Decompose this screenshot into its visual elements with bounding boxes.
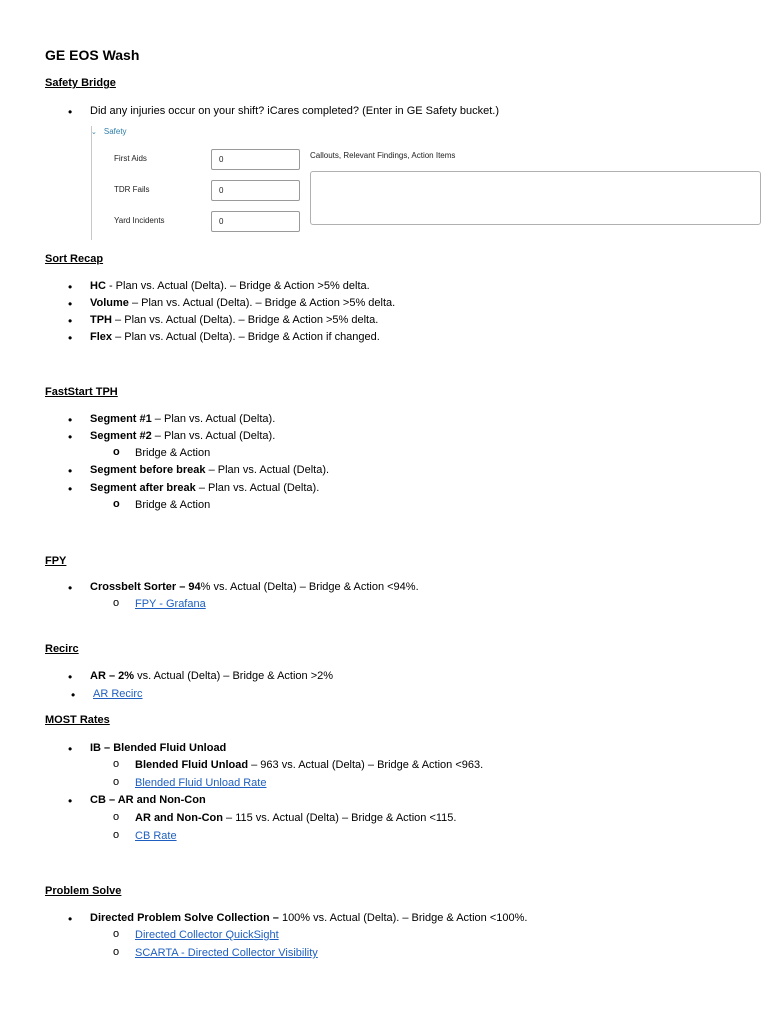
item-bold: HC bbox=[90, 280, 106, 292]
scarta-directed-collector-link[interactable]: SCARTA - Directed Collector Visibility bbox=[135, 947, 318, 959]
item-bold: Crossbelt Sorter – 94 bbox=[90, 581, 201, 593]
sub-list-item bbox=[135, 947, 318, 959]
chevron-down-icon: ⌄ bbox=[91, 129, 97, 136]
section-heading-faststart-tph: FastStart TPH bbox=[45, 386, 118, 398]
item-text: – Plan vs. Actual (Delta). bbox=[151, 413, 276, 425]
item-text: - Plan vs. Actual (Delta). – Bridge & Action >5% delta. bbox=[105, 280, 370, 292]
safety-question-item bbox=[90, 105, 499, 117]
first-aids-label: First Aids bbox=[114, 154, 147, 163]
item-bold: AR and Non-Con bbox=[135, 812, 223, 824]
list-item bbox=[90, 314, 378, 326]
list-item bbox=[90, 413, 275, 425]
safety-panel-toggle[interactable] bbox=[91, 127, 127, 136]
item-bold: Volume bbox=[90, 297, 129, 309]
tdr-fails-label: TDR Fails bbox=[114, 185, 150, 194]
list-item bbox=[90, 794, 206, 806]
first-aids-input[interactable]: 0 bbox=[211, 149, 300, 170]
section-heading-most-rates: MOST Rates bbox=[45, 714, 110, 726]
item-bold: Flex bbox=[90, 331, 113, 343]
item-bold: Blended Fluid Unload bbox=[135, 759, 249, 771]
item-bold: Segment #1 bbox=[90, 413, 152, 425]
item-text: 100% vs. Actual (Delta). – Bridge & Action <100%. bbox=[278, 912, 528, 924]
list-item bbox=[90, 742, 226, 754]
item-text: % vs. Actual (Delta) – Bridge & Action <94%. bbox=[200, 581, 419, 593]
item-bold: Segment after break bbox=[90, 482, 196, 494]
section-heading-sort-recap: Sort Recap bbox=[45, 253, 104, 265]
section-heading-fpy: FPY bbox=[45, 555, 67, 567]
list-item bbox=[90, 581, 419, 593]
item-text: – Plan vs. Actual (Delta). – Bridge & Action >5% delta. bbox=[112, 314, 379, 326]
item-text: – 963 vs. Actual (Delta) – Bridge & Action <963. bbox=[248, 759, 484, 771]
sub-list-item: o Bridge & Action bbox=[135, 499, 210, 511]
tdr-fails-input[interactable]: 0 bbox=[211, 180, 300, 201]
yard-incidents-input[interactable]: 0 bbox=[211, 211, 300, 232]
list-item bbox=[90, 297, 395, 309]
blended-fluid-unload-rate-link[interactable]: Blended Fluid Unload Rate bbox=[135, 777, 267, 789]
safety-panel-label: Safety bbox=[103, 127, 127, 136]
section-heading-recirc: Recirc bbox=[45, 643, 79, 655]
item-bold: Segment #2 bbox=[90, 430, 152, 442]
item-bold: TPH bbox=[90, 314, 112, 326]
list-item bbox=[90, 280, 370, 292]
list-item bbox=[90, 482, 319, 494]
sub-list-item bbox=[135, 830, 177, 842]
list-item bbox=[90, 331, 380, 343]
list-item bbox=[90, 912, 527, 924]
item-bold: Segment before break bbox=[90, 464, 206, 476]
item-bold: IB – Blended Fluid Unload bbox=[90, 742, 227, 754]
item-text: – Plan vs. Actual (Delta). bbox=[151, 430, 276, 442]
ar-recirc-link[interactable]: AR Recirc bbox=[93, 688, 143, 700]
item-text: – Plan vs. Actual (Delta). bbox=[205, 464, 330, 476]
sub-list-item bbox=[135, 812, 456, 824]
sub-list-item: o Bridge & Action bbox=[135, 447, 210, 459]
section-heading-safety-bridge: Safety Bridge bbox=[45, 77, 116, 89]
sub-list-item bbox=[135, 598, 206, 610]
list-item bbox=[93, 688, 143, 700]
directed-collector-quicksight-link[interactable]: Directed Collector QuickSight bbox=[135, 929, 279, 941]
item-text: – Plan vs. Actual (Delta). – Bridge & Action >5% delta. bbox=[128, 297, 396, 309]
list-item bbox=[90, 670, 333, 682]
item-text: – Plan vs. Actual (Delta). bbox=[195, 482, 320, 494]
page-title: GE EOS Wash bbox=[45, 47, 140, 63]
safety-panel-divider bbox=[91, 126, 92, 240]
section-heading-problem-solve: Problem Solve bbox=[45, 885, 122, 897]
sub-list-item bbox=[135, 777, 266, 789]
item-text: vs. Actual (Delta) – Bridge & Action >2% bbox=[134, 670, 334, 682]
item-bold: Directed Problem Solve Collection – bbox=[90, 912, 279, 924]
item-bold: CB – AR and Non-Con bbox=[90, 794, 206, 806]
callouts-label: Callouts, Relevant Findings, Action Items bbox=[310, 151, 456, 160]
safety-question-text: Did any injuries occur on your shift? iCares completed? (Enter in GE Safety bucket.) bbox=[90, 105, 500, 117]
cb-rate-link[interactable]: CB Rate bbox=[135, 830, 177, 842]
sub-list-item bbox=[135, 759, 483, 771]
item-text: – 115 vs. Actual (Delta) – Bridge & Action <115. bbox=[222, 812, 457, 824]
yard-incidents-label: Yard Incidents bbox=[114, 216, 165, 225]
sub-list-item bbox=[135, 929, 279, 941]
fpy-grafana-link[interactable]: FPY - Grafana bbox=[135, 598, 206, 610]
item-text: – Plan vs. Actual (Delta). – Bridge & Action if changed. bbox=[112, 331, 380, 343]
list-item bbox=[90, 430, 275, 442]
list-item bbox=[90, 464, 329, 476]
item-bold: AR – 2% bbox=[90, 670, 135, 682]
callouts-textarea[interactable] bbox=[310, 171, 761, 225]
